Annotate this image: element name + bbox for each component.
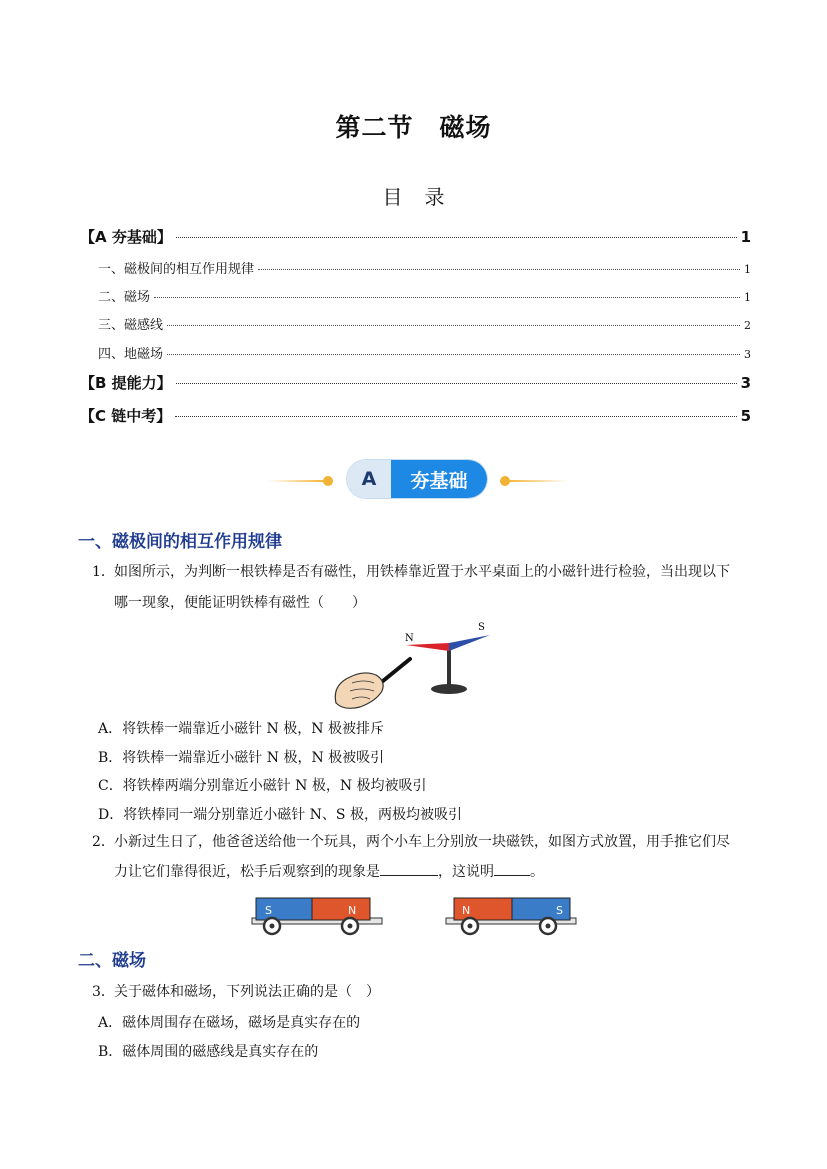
figure-cart-2 — [444, 888, 579, 938]
question-text-cont: 哪一现象，便能证明铁棒有磁性（ ） — [114, 595, 366, 611]
toc-entry[interactable] — [98, 286, 751, 305]
toc-entry[interactable] — [80, 226, 751, 247]
question-number: 1． — [92, 564, 115, 580]
toc-dots — [167, 354, 740, 355]
toc-entry-label: 【C 链中考】 — [80, 407, 172, 425]
question-number: 3． — [92, 984, 115, 1000]
toc-dots — [175, 416, 736, 417]
toc-entry-page: 1 — [744, 263, 751, 276]
toc-entry-page: 1 — [744, 291, 751, 304]
option-d[interactable]: D．将铁棒同一端分别靠近小磁针 N、S 极，两极均被吸引 — [98, 807, 462, 823]
toc-entry-page: 1 — [740, 228, 751, 246]
option-b[interactable]: B．磁体周围的磁感线是真实存在的 — [98, 1044, 319, 1060]
label-s: S — [478, 622, 485, 633]
section-heading: 一、磁极间的相互作用规律 — [78, 532, 282, 552]
hand-icon — [335, 673, 383, 708]
toc-entry-label: 四、地磁场 — [98, 347, 164, 362]
question-text: 小新过生日了，他爸爸送给他一个玩具，两个小车上分别放一块磁铁，如图方式放置，用手推它们尽 — [114, 834, 730, 850]
toc-dots — [154, 297, 740, 298]
toc-entry[interactable] — [80, 405, 751, 426]
toc-entry-page: 5 — [740, 407, 751, 425]
iron-rod — [378, 659, 410, 685]
toc-entry-label: 【B 提能力】 — [80, 374, 172, 392]
option-c[interactable]: C．将铁棒两端分别靠近小磁针 N 极，N 极均被吸引 — [98, 778, 427, 794]
question-text: 关于磁体和磁场，下列说法正确的是（ ） — [114, 984, 380, 1000]
pole-label: S — [265, 904, 272, 917]
question-3 — [92, 978, 752, 1006]
banner-dot-right — [500, 476, 510, 486]
toc-entry[interactable] — [80, 372, 751, 393]
question-text: 。 — [530, 864, 544, 880]
question-text-cont — [114, 861, 544, 881]
section-heading: 二、磁场 — [78, 951, 146, 971]
needle-north — [406, 643, 449, 651]
option-b[interactable]: B．将铁棒一端靠近小磁针 N 极，N 极被吸引 — [98, 750, 385, 766]
toc-entry-page: 3 — [744, 348, 751, 361]
page-title: 第二节 磁场 — [335, 113, 492, 142]
needle-south — [449, 635, 490, 651]
question-2 — [92, 828, 752, 856]
label-n: N — [405, 633, 414, 644]
question-text: 力让它们靠得很近，松手后观察到的现象是 — [114, 864, 380, 880]
banner-line-right — [506, 480, 568, 482]
magnet-n — [312, 898, 370, 920]
toc-entry-label: 【A 夯基础】 — [80, 228, 172, 246]
banner-dot-left — [323, 476, 333, 486]
banner-text: 夯基础 — [391, 460, 487, 498]
figure-compass-needle — [330, 615, 500, 715]
toc-entry-label: 二、磁场 — [98, 290, 151, 305]
question-1 — [92, 558, 752, 586]
pole-label: N — [348, 904, 357, 917]
question-text: 如图所示，为判断一根铁棒是否有磁性，用铁棒靠近置于水平桌面上的小磁针进行检验，当出现以下 — [114, 564, 730, 580]
toc-entry[interactable] — [98, 258, 751, 277]
question-text: ，这说明 — [438, 864, 494, 880]
question-number: 2． — [92, 834, 115, 850]
toc-entry-page: 2 — [744, 319, 751, 332]
toc-dots — [176, 383, 737, 384]
section-banner — [347, 460, 487, 498]
option-a[interactable]: A．将铁棒一端靠近小磁针 N 极，N 极被排斥 — [98, 721, 384, 737]
answer-blank-2[interactable] — [494, 861, 530, 876]
toc-entry[interactable] — [98, 314, 751, 333]
toc-entry-label: 三、磁感线 — [98, 318, 164, 333]
figure-cart-1 — [250, 888, 385, 938]
toc-entry-page: 3 — [740, 374, 751, 392]
banner-letter: A — [347, 460, 391, 498]
toc-dots — [176, 237, 737, 238]
answer-blank-1[interactable] — [380, 861, 438, 876]
pole-label: S — [556, 904, 563, 917]
toc-dots — [258, 269, 740, 270]
toc-dots — [167, 325, 740, 326]
toc-entry-label: 一、磁极间的相互作用规律 — [98, 262, 255, 277]
compass-stem — [447, 647, 451, 689]
option-a[interactable]: A．磁体周围存在磁场，磁场是真实存在的 — [98, 1015, 361, 1031]
toc-entry[interactable] — [98, 343, 751, 362]
banner-line-left — [268, 480, 326, 482]
pole-label: N — [462, 904, 471, 917]
toc-heading: 目录 — [382, 185, 467, 209]
